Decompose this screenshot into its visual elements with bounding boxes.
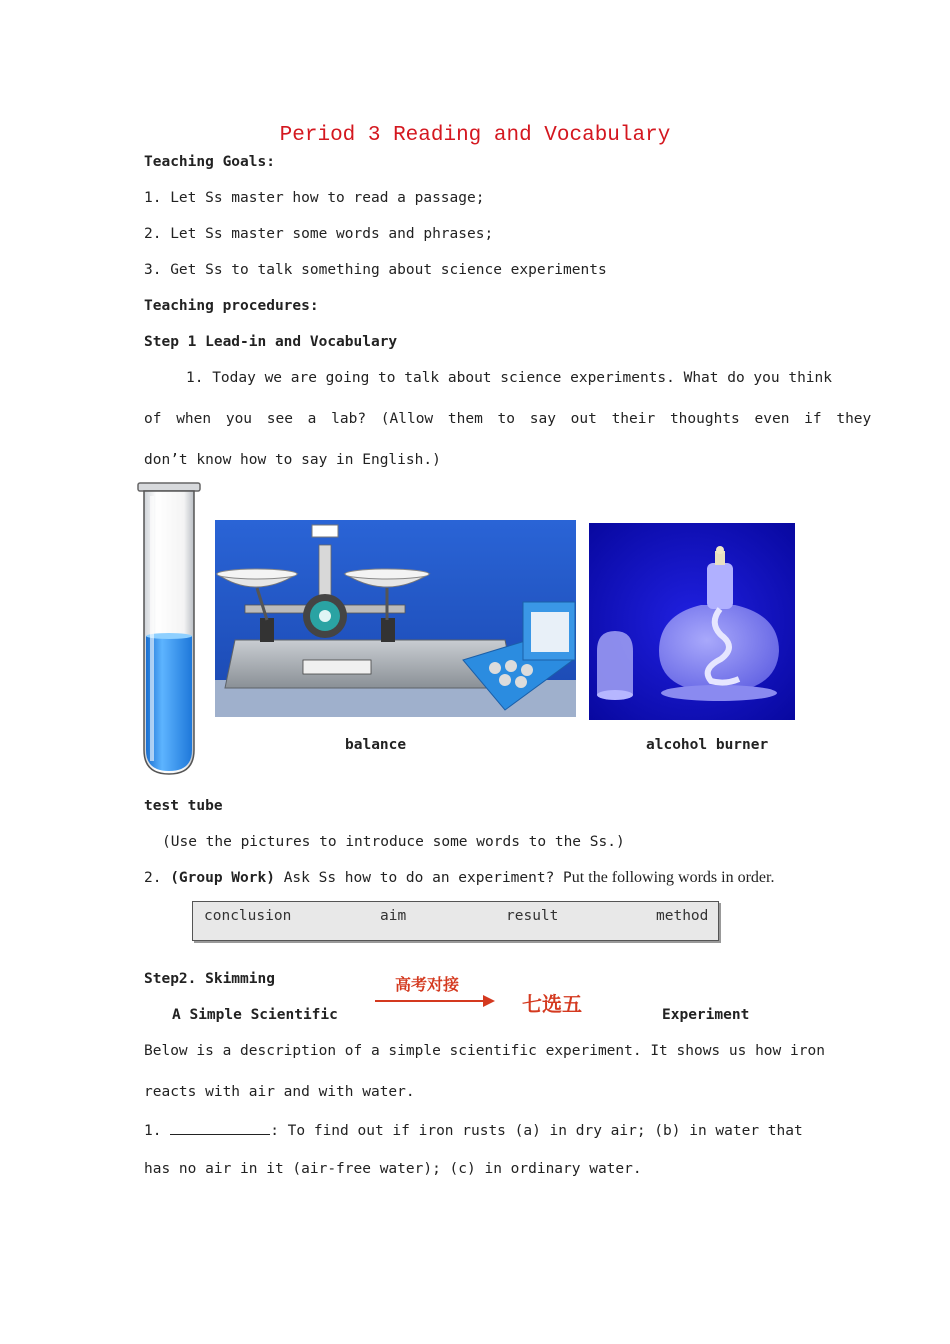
answer-blank[interactable]: [170, 1120, 270, 1135]
question-1-text: : To find out if iron rusts (a) in dry air; (b) in water that: [270, 1123, 803, 1139]
step1-heading: Step 1 Lead-in and Vocabulary: [144, 334, 398, 350]
question-1-number: 1.: [144, 1123, 162, 1139]
goal-item: 3. Get Ss to talk something about science experiments: [144, 262, 607, 278]
passage-title-left: A Simple Scientific: [172, 1007, 338, 1023]
step1-paragraph-line: of when you see a lab? (Allow them to say out their thoughts even if they: [144, 411, 872, 427]
seven-choose-five-annotation: 七选五: [522, 992, 582, 1016]
order-word: conclusion: [204, 908, 292, 924]
step1-paragraph-line: 1. Today we are going to talk about science experiments. What do you think: [186, 370, 833, 386]
alcohol-burner-image: [589, 523, 795, 720]
item2-number: 2.: [144, 870, 162, 886]
balance-image: [215, 520, 576, 717]
order-word: aim: [380, 908, 407, 924]
teaching-goals-heading: Teaching Goals:: [144, 154, 275, 170]
order-word: result: [506, 908, 559, 924]
item2-mono-text: Ask Ss how to do an experiment? P: [283, 870, 572, 886]
right-arrow-icon: [375, 994, 497, 1008]
order-word: method: [656, 908, 709, 924]
word-order-box: [192, 901, 719, 941]
pictures-note: (Use the pictures to introduce some words to the Ss.): [162, 834, 625, 850]
goal-item: 1. Let Ss master how to read a passage;: [144, 190, 485, 206]
item2-serif-text: ut the following words in order.: [571, 869, 775, 886]
balance-caption: balance: [345, 737, 407, 753]
group-work-label: (Group Work): [170, 870, 275, 886]
alcohol-burner-caption: alcohol burner: [646, 737, 769, 753]
question-1-continuation: has no air in it (air-free water); (c) in ordinary water.: [144, 1161, 642, 1177]
step1-item2: [144, 869, 774, 887]
question-1-line: [144, 1120, 803, 1139]
passage-title-right: Experiment: [662, 1007, 750, 1023]
test-tube-image: [137, 482, 201, 778]
page-title: Period 3 Reading and Vocabulary: [279, 124, 671, 147]
gaokao-annotation: 高考对接: [395, 975, 460, 994]
step2-heading: Step2. Skimming: [144, 971, 275, 987]
test-tube-caption: test tube: [144, 798, 223, 814]
goal-item: 2. Let Ss master some words and phrases;: [144, 226, 494, 242]
description-line: Below is a description of a simple scientific experiment. It shows us how iron: [144, 1043, 825, 1059]
step1-paragraph-line: don’t know how to say in English.): [144, 452, 441, 468]
description-line: reacts with air and with water.: [144, 1084, 415, 1100]
procedures-heading: Teaching procedures:: [144, 298, 319, 314]
